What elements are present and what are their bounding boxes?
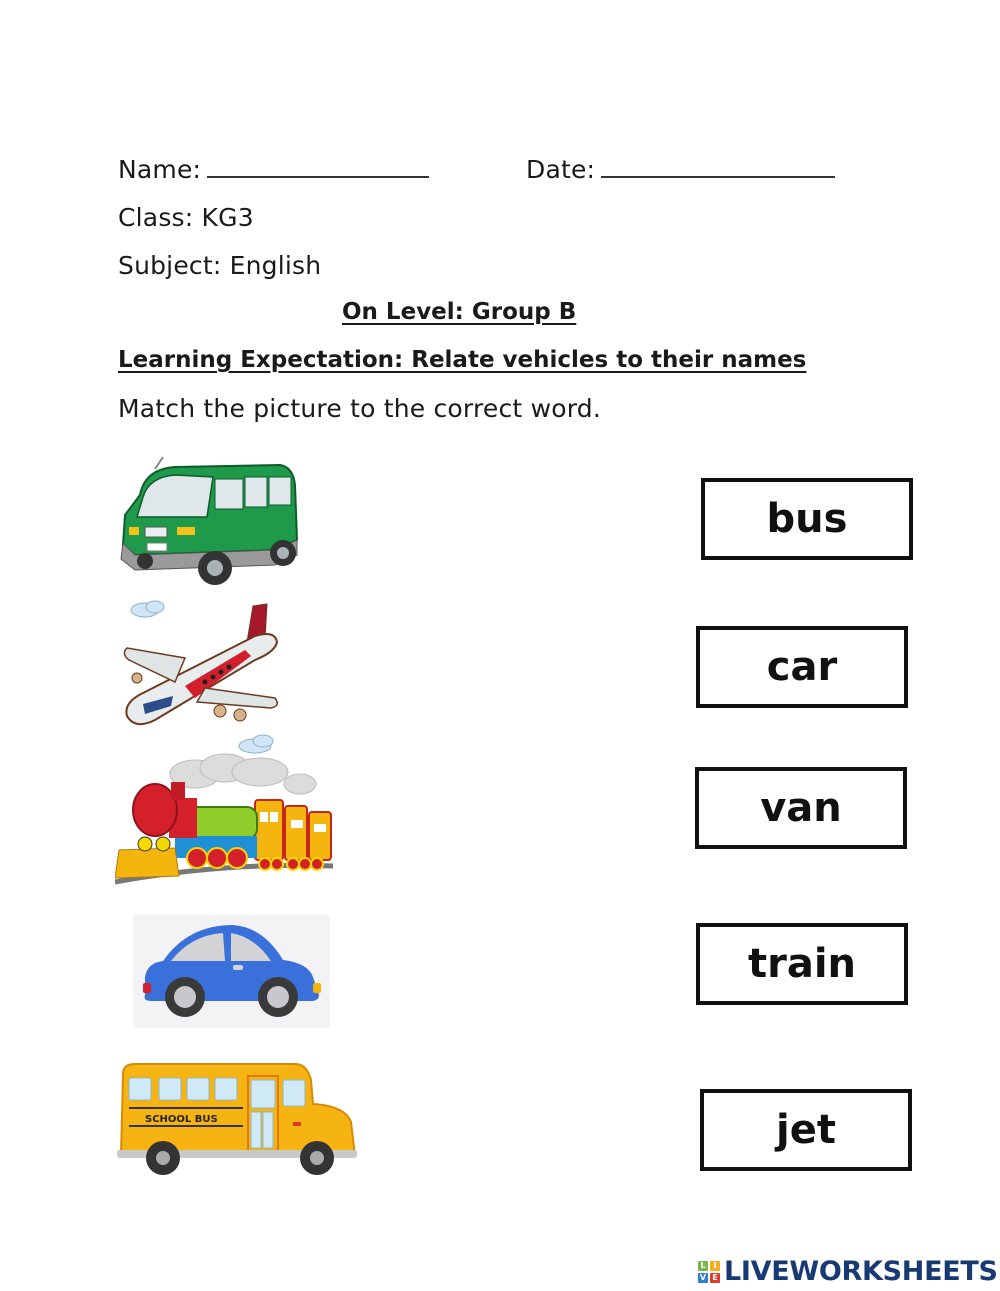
school-bus-icon [115,1062,360,1177]
airplane-icon [115,598,290,758]
school-bus-text: SCHOOL BUS [145,1114,218,1125]
brand-name: LIVEWORKSHEETS [724,1256,998,1287]
word-label: bus [766,496,848,542]
word-box-bus[interactable] [701,478,913,560]
jet-picture[interactable] [115,598,290,758]
word-box-train[interactable] [696,923,908,1005]
van-icon [115,455,300,590]
word-label: train [747,941,857,987]
word-box-van[interactable] [695,767,907,849]
date-blank-line[interactable] [601,175,835,178]
word-box-car[interactable] [696,626,908,708]
instruction: Match the picture to the correct word. [118,394,601,423]
word-box-jet[interactable] [700,1089,912,1171]
car-icon [133,915,330,1028]
van-picture[interactable] [115,455,300,590]
liveworksheets-logo [698,1256,998,1287]
bus-picture[interactable] [115,1062,360,1177]
train-icon [115,752,335,892]
subject-label: Subject: English [118,251,322,280]
class-label: Class: KG3 [118,203,254,232]
name-blank-line[interactable] [207,175,429,178]
name-label: Name: [118,155,202,184]
date-field[interactable] [526,155,835,184]
word-label: car [766,644,838,690]
live-logo-icon: L I V E [698,1261,720,1283]
word-label: jet [776,1107,836,1153]
learning-expectation: Learning Expectation: Relate vehicles to their names [118,347,807,373]
name-field[interactable] [118,155,429,184]
word-label: van [760,785,842,831]
level-heading: On Level: Group B [342,299,577,325]
date-label: Date: [526,155,596,184]
car-picture[interactable] [133,915,330,1028]
train-picture[interactable] [115,752,335,892]
